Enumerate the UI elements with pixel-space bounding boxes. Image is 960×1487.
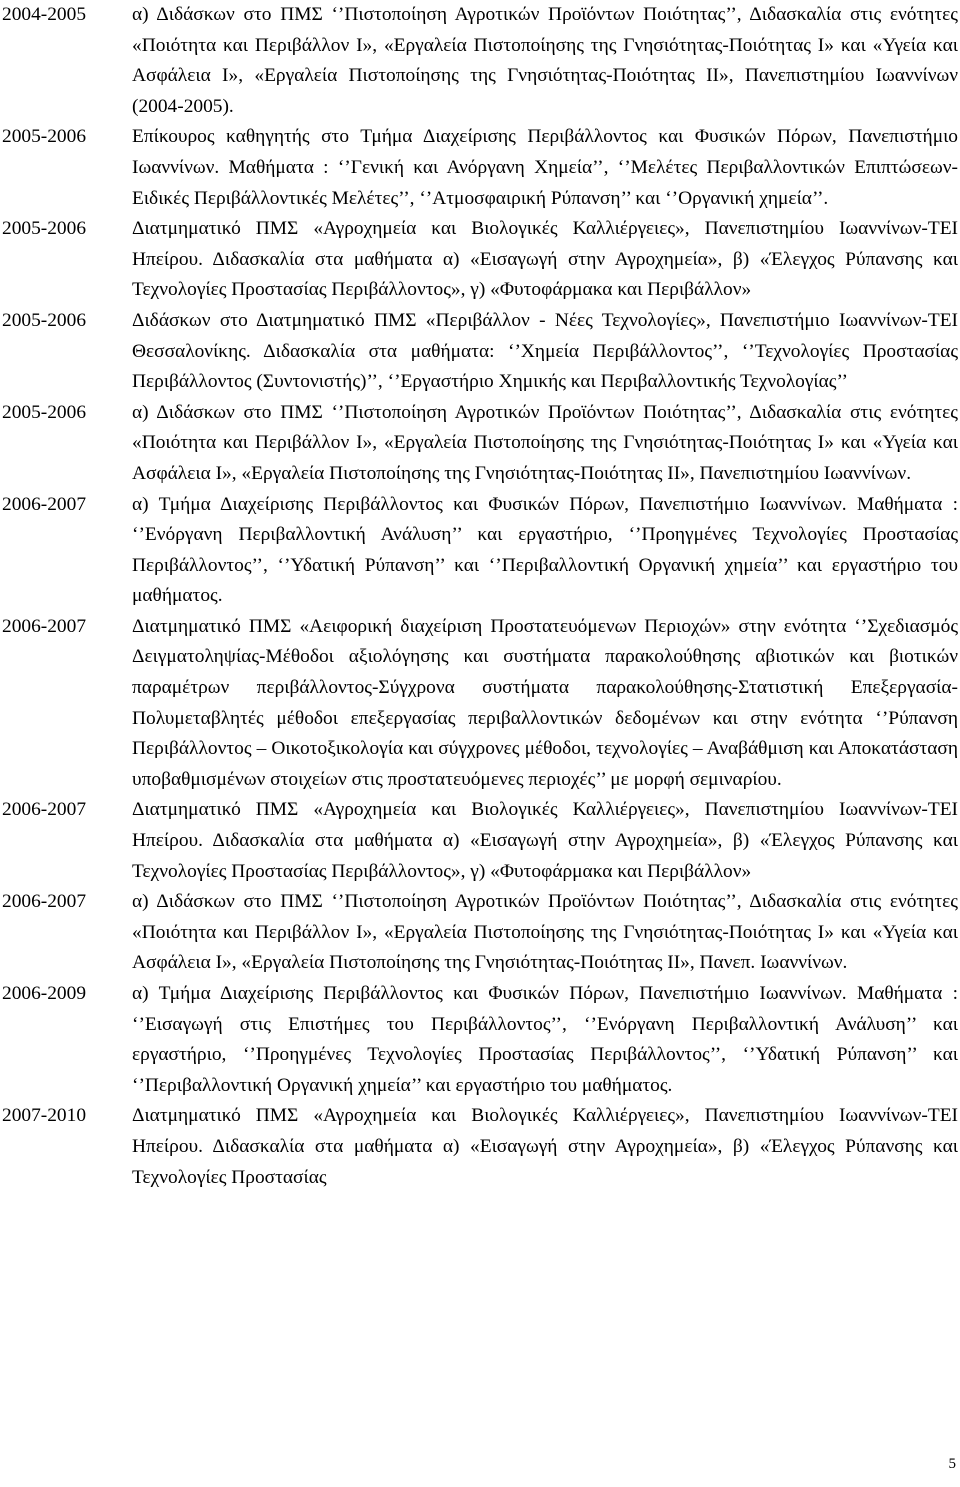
entry-description: α) Τμήμα Διαχείρισης Περιβάλλοντος και Φυσικών Πόρων, Πανεπιστήμιο Ιωαννίνων. Μαθήματα : ‘’Εισαγωγή στις Επιστήμες του Περιβάλλοντος’’, ‘’Ενόργανη Περιβαλλοντική Ανάλυση’’ και εργαστήριο, ‘’Προηγμένες Τεχνολογίες Προστασίας Περιβάλλοντος’’, ‘’Υδατική Ρύπανση’’ και ‘’Περιβαλλοντική Οργανική χημεία’’ και εργαστήριο του μαθήματος. <box>132 983 958 1096</box>
list-item <box>2 887 960 979</box>
entry-years: 2004-2005 <box>2 4 87 25</box>
list-item <box>2 214 960 306</box>
entry-description: α) Διδάσκων στο ΠΜΣ ‘’Πιστοποίηση Αγροτικών Προϊόντων Ποιότητας’’, Διδασκαλία στις ενότητες «Ποιότητα και Περιβάλλον Ι», «Εργαλεία Πιστοποίησης της Γνησιότητας-Ποιότητας Ι» και «Υγεία και Ασφάλεια Ι», «Εργαλεία Πιστοποίησης της Γνησιότητας-Ποιότητας ΙΙ», Πανεπ. Ιωαννίνων. <box>132 891 958 974</box>
entry-description: Επίκουρος καθηγητής στο Τμήμα Διαχείρισης Περιβάλλοντος και Φυσικών Πόρων, Πανεπιστήμιο Ιωαννίνων. Μαθήματα : ‘’Γενική και Ανόργανη Χημεία’’, ‘’Μελέτες Περιβαλλοντικών Επιπτώσεων-Ειδικές Περιβάλλοντικές Μελέτες’’, ‘’Ατμοσφαιρική Ρύπανση’’ και ‘’Οργανική χημεία’’. <box>132 126 958 209</box>
entry-years: 2005-2006 <box>2 401 87 423</box>
entry-description: Διατμηματικό ΠΜΣ «Αγροχημεία και Βιολογικές Καλλιέργειες», Πανεπιστημίου Ιωαννίνων-ΤΕΙ Ηπείρου. Διδασκαλία στα μαθήματα α) «Εισαγωγή στην Αγροχημεία», β) «Έλεγχος Ρύπανσης και Τεχνολογίες Προστασίας <box>132 1105 958 1188</box>
list-item <box>2 398 960 490</box>
page-number: 5 <box>948 1456 956 1472</box>
teaching-experience-list <box>2 0 960 1193</box>
list-item <box>2 0 960 122</box>
entry-years: 2005-2006 <box>2 309 87 331</box>
entry-years: 2007-2010 <box>2 1105 87 1127</box>
entry-description: Διδάσκων στο Διατμηματικό ΠΜΣ «Περιβάλλον - Νέες Τεχνολογίες», Πανεπιστήμιο Ιωαννίνων-ΤΕΙ Θεσσαλονίκης. Διδασκαλία στα μαθήματα: ‘’Χημεία Περιβάλλοντος’’, ‘’Τεχνολογίες Προστασίας Περιβάλλοντος (Συντονιστής)’’, ‘’Εργαστήριο Χημικής και Περιβαλλοντικής Τεχνολογίας’’ <box>132 309 958 393</box>
entry-years: 2006-2007 <box>2 615 87 637</box>
entry-description: α) Διδάσκων στο ΠΜΣ ‘’Πιστοποίηση Αγροτικών Προϊόντων Ποιότητας’’, Διδασκαλία στις ενότητες «Ποιότητα και Περιβάλλον Ι», «Εργαλεία Πιστοποίησης της Γνησιότητας-Ποιότητας Ι» και «Υγεία και Ασφάλεια Ι», «Εργαλεία Πιστοποίησης της Γνησιότητας-Ποιότητας ΙΙ», Πανεπιστημίου Ιωαννίνων (2004-2005). <box>132 4 958 117</box>
entry-years: 2006-2007 <box>2 891 87 913</box>
list-item <box>2 306 960 398</box>
list-item <box>2 795 960 887</box>
entry-years: 2006-2007 <box>2 493 87 515</box>
entry-description: α) Διδάσκων στο ΠΜΣ ‘’Πιστοποίηση Αγροτικών Προϊόντων Ποιότητας’’, Διδασκαλία στις ενότητες «Ποιότητα και Περιβάλλον Ι», «Εργαλεία Πιστοποίησης της Γνησιότητας-Ποιότητας Ι» και «Υγεία και Ασφάλεια Ι», «Εργαλεία Πιστοποίησης της Γνησιότητας-Ποιότητας ΙΙ», Πανεπιστημίου Ιωαννίνων. <box>132 401 958 484</box>
list-item <box>2 979 960 1101</box>
entry-description: Διατμηματικό ΠΜΣ «Αειφορική διαχείριση Προστατευόμενων Περιοχών» στην ενότητα ‘’Σχεδιασμός Δειγματοληψίας-Μέθοδοι αξιολόγησης και συστήματα παρακολούθησης αβιοτικών και βιοτικών παραμέτρων περιβάλλοντος-Σύγχρονα συστήματα παρακολούθησης-Στατιστική Επεξεργασία-Πολυμεταβλητές μέθοδοι επεξεργασίας περιβαλλοντικών δεδομένων και στην ενότητα ‘’Ρύπανση Περιβάλλοντος – Οικοτοξικολογία και σύγχρονες μέθοδοι, τεχνολογίες – Αναβάθμιση και Αποκατάσταση υποβαθμισμένων στοιχείων στις προστατευόμενες περιοχές’’ με μορφή σεμιναρίου. <box>132 615 958 790</box>
entry-years: 2006-2009 <box>2 983 87 1004</box>
entry-description: α) Τμήμα Διαχείρισης Περιβάλλοντος και Φυσικών Πόρων, Πανεπιστήμιο Ιωαννίνων. Μαθήματα : ‘’Ενόργανη Περιβαλλοντική Ανάλυση’’ και εργαστήριο, ‘’Προηγμένες Τεχνολογίες Προστασίας Περιβάλλοντος’’, ‘’Υδατική Ρύπανση’’ και ‘’Περιβαλλοντική Οργανική χημεία’’ και εργαστήριο του μαθήματος. <box>132 493 958 607</box>
entry-description: Διατμηματικό ΠΜΣ «Αγροχημεία και Βιολογικές Καλλιέργειες», Πανεπιστημίου Ιωαννίνων-ΤΕΙ Ηπείρου. Διδασκαλία στα μαθήματα α) «Εισαγωγή στην Αγροχημεία», β) «Έλεγχος Ρύπανσης και Τεχνολογίες Προστασίας Περιβάλλοντος», γ) «Φυτοφάρμακα και Περιβάλλον» <box>132 799 958 882</box>
entry-years: 2005-2006 <box>2 126 87 148</box>
list-item <box>2 490 960 612</box>
list-item <box>2 122 960 214</box>
list-item <box>2 1101 960 1193</box>
entry-years: 2005-2006 <box>2 218 87 240</box>
list-item <box>2 612 960 796</box>
entry-years: 2006-2007 <box>2 799 87 821</box>
entry-description: Διατμηματικό ΠΜΣ «Αγροχημεία και Βιολογικές Καλλιέργειες», Πανεπιστημίου Ιωαννίνων-ΤΕΙ Ηπείρου. Διδασκαλία στα μαθήματα α) «Εισαγωγή στην Αγροχημεία», β) «Έλεγχος Ρύπανσης και Τεχνολογίες Προστασίας Περιβάλλοντος», γ) «Φυτοφάρμακα και Περιβάλλον» <box>132 218 958 301</box>
